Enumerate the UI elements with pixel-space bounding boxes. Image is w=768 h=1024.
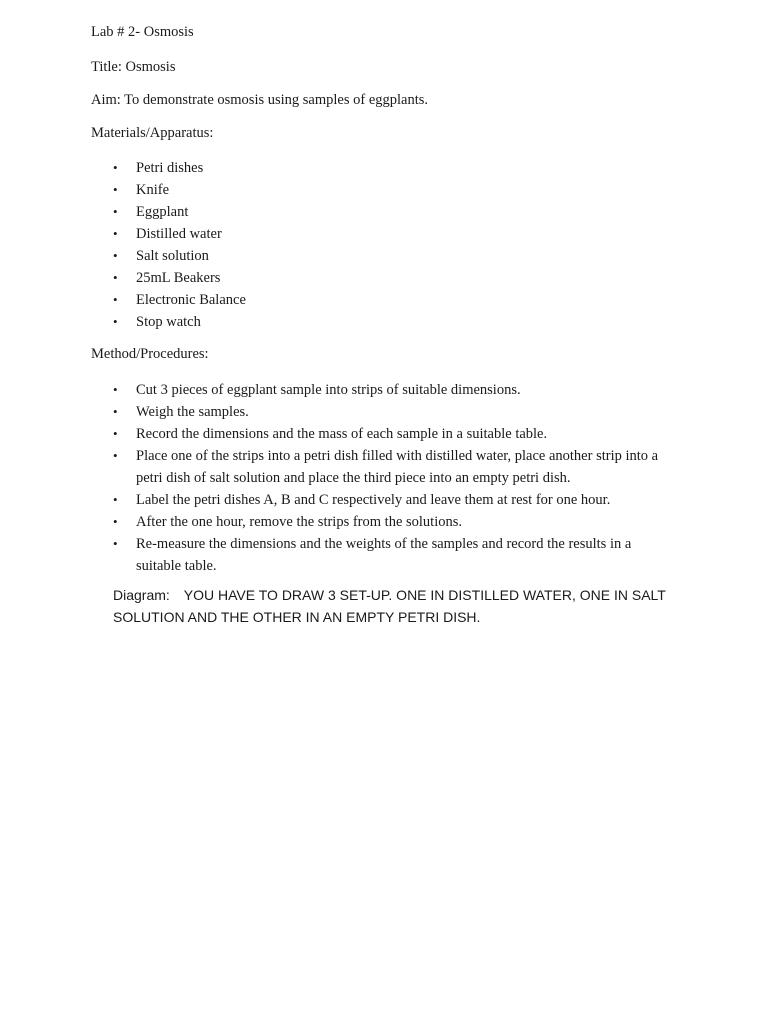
list-item: [91, 201, 246, 223]
list-item: [91, 401, 676, 423]
lab-heading: Lab # 2- Osmosis: [91, 24, 194, 40]
list-item: [91, 511, 676, 533]
list-item: [91, 533, 676, 577]
list-item: [91, 445, 676, 489]
bullet-icon: •: [113, 426, 118, 441]
bullet-icon: •: [113, 292, 118, 307]
procedures-list: [91, 379, 676, 577]
material-label: Petri dishes: [136, 160, 204, 176]
list-item: [91, 311, 246, 333]
bullet-icon: •: [113, 382, 118, 397]
bullet-icon: •: [113, 248, 118, 263]
list-item: [91, 157, 246, 179]
diagram-label: Diagram:: [113, 587, 170, 603]
list-item: [91, 245, 246, 267]
materials-heading: Materials/Apparatus:: [91, 125, 214, 141]
bullet-icon: •: [113, 270, 118, 285]
list-item: [91, 179, 246, 201]
bullet-icon: •: [113, 404, 118, 419]
aim-line: Aim: To demonstrate osmosis using samples of eggplants.: [91, 92, 429, 108]
bullet-icon: •: [113, 314, 118, 329]
bullet-icon: •: [113, 536, 118, 551]
title-line: Title: Osmosis: [91, 59, 176, 75]
procedure-text: Label the petri dishes A, B and C respectively and leave them at rest for one hour.: [136, 492, 611, 508]
bullet-icon: •: [113, 226, 118, 241]
procedure-text: Record the dimensions and the mass of each sample in a suitable table.: [136, 426, 548, 442]
procedure-text: Re-measure the dimensions and the weights of the samples and record the results in a suitable table.: [136, 536, 632, 574]
bullet-icon: •: [113, 182, 118, 197]
bullet-icon: •: [113, 204, 118, 219]
material-label: 25mL Beakers: [136, 270, 221, 286]
bullet-icon: •: [113, 492, 118, 507]
materials-list: [91, 157, 246, 333]
bullet-icon: •: [113, 514, 118, 529]
bullet-icon: •: [113, 448, 118, 463]
material-label: Electronic Balance: [136, 292, 246, 308]
diagram-text: YOU HAVE TO DRAW 3 SET-UP. ONE IN DISTILLED WATER, ONE IN SALT SOLUTION AND THE OTHER IN AN EMPTY PETRI DISH.: [113, 587, 666, 625]
material-label: Eggplant: [136, 204, 189, 220]
list-item: [91, 223, 246, 245]
material-label: Salt solution: [136, 248, 209, 264]
list-item: [91, 267, 246, 289]
procedure-text: Cut 3 pieces of eggplant sample into strips of suitable dimensions.: [136, 382, 521, 398]
list-item: [91, 423, 676, 445]
list-item: [91, 379, 676, 401]
material-label: Distilled water: [136, 226, 222, 242]
material-label: Stop watch: [136, 314, 201, 330]
procedure-text: After the one hour, remove the strips from the solutions.: [136, 514, 463, 530]
list-item: [91, 289, 246, 311]
material-label: Knife: [136, 182, 170, 198]
diagram-instruction: [113, 584, 683, 628]
list-item: [91, 489, 676, 511]
procedure-text: Weigh the samples.: [136, 404, 249, 420]
method-heading: Method/Procedures:: [91, 346, 209, 362]
procedure-text: Place one of the strips into a petri dish filled with distilled water, place another strip into a petri dish of salt solution and place the third piece into an empty petri dish.: [136, 448, 659, 486]
bullet-icon: •: [113, 160, 118, 175]
